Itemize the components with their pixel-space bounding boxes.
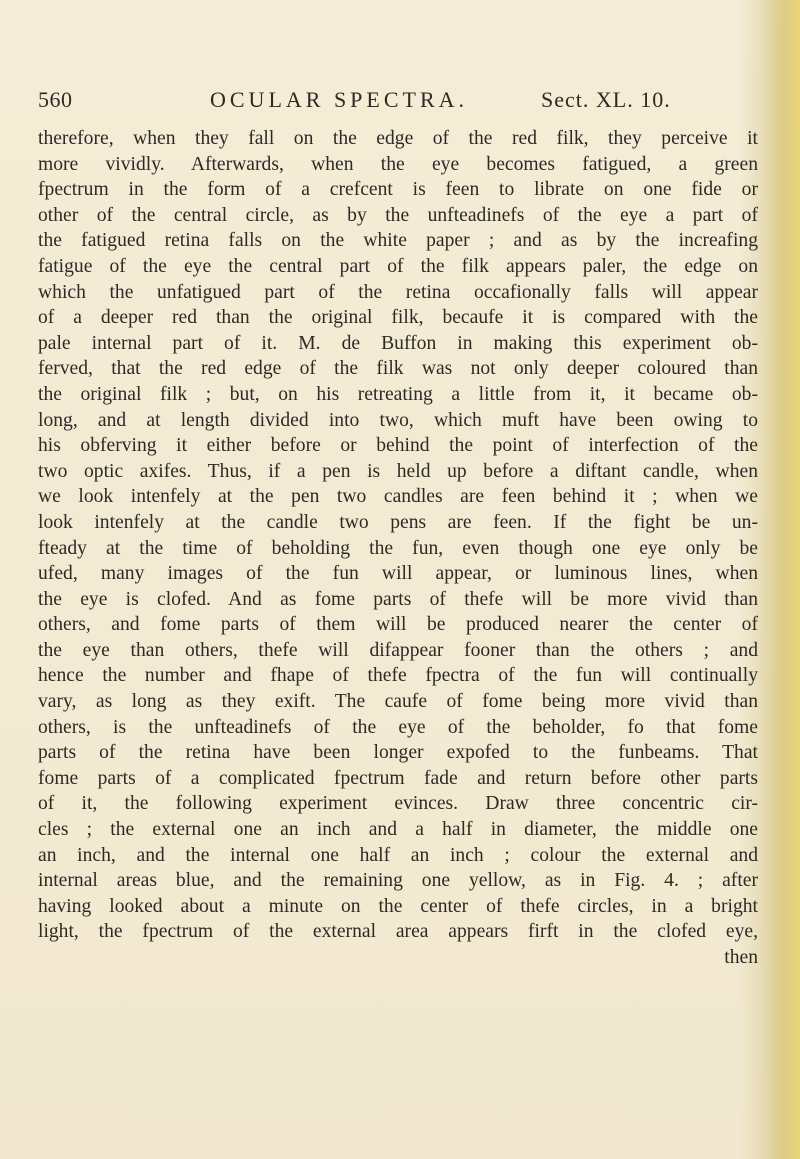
text-line: fteady at the time of beholding the fun, even though one eye only be <box>38 537 758 559</box>
text-line: vary, as long as they exift. The caufe of fome being more vivid than <box>38 691 758 713</box>
text-line: others, and fome parts of them will be produced nearer the center of <box>38 614 758 636</box>
text-line: the fatigued retina falls on the white paper ; and as by the increafing <box>38 230 758 252</box>
running-title: OCULAR SPECTRA. <box>210 87 469 112</box>
text-line: look intenfely at the candle two pens are feen. If the fight be un- <box>38 511 758 533</box>
section-reference: Sect. XL. 10. <box>541 87 671 112</box>
page-number: 560 <box>38 87 73 112</box>
text-line: of it, the following experiment evinces. Draw three concentric cir- <box>38 793 758 815</box>
text-line: ferved, that the red edge of the filk was not only deeper coloured than <box>38 358 758 380</box>
text-line: therefore, when they fall on the edge of the red filk, they perceive it <box>38 128 758 149</box>
text-line: light, the fpectrum of the external area appears firft in the clofed eye, <box>38 921 758 943</box>
text-line: we look intenfely at the pen two candles are feen behind it ; when we <box>38 486 758 508</box>
text-line: fatigue of the eye the central part of the filk appears paler, the edge on <box>38 255 758 277</box>
text-line: cles ; the external one an inch and a half in diameter, the middle one <box>38 819 758 841</box>
text-line: fpectrum in the form of a crefcent is feen to librate on one fide or <box>38 179 758 201</box>
text-line: parts of the retina have been longer expofed to the funbeams. That <box>38 742 758 764</box>
text-line: internal areas blue, and the remaining one yellow, as in Fig. 4. ; after <box>38 870 758 892</box>
text-line: others, is the unfteadinefs of the eye of the beholder, fo that fome <box>38 716 758 738</box>
text-line: the eye is clofed. And as fome parts of thefe will be more vivid than <box>38 588 758 610</box>
text-line: of a deeper red than the original filk, becaufe it is compared with the <box>38 307 758 329</box>
text-line: long, and at length divided into two, which muft have been owing to <box>38 409 758 431</box>
text-line: two optic axifes. Thus, if a pen is held up before a diftant candle, when <box>38 460 758 482</box>
text-line: other of the central circle, as by the unfteadinefs of the eye a part of <box>38 204 758 226</box>
text-line: more vividly. Afterwards, when the eye becomes fatigued, a green <box>38 153 758 175</box>
text-line: ufed, many images of the fun will appear, or luminous lines, when <box>38 563 758 585</box>
text-line: pale internal part of it. M. de Buffon in making this experiment ob- <box>38 332 758 354</box>
text-line: an inch, and the internal one half an inch ; colour the external and <box>38 844 758 866</box>
text-line: hence the number and fhape of thefe fpectra of the fun will continually <box>38 665 758 687</box>
text-line: the original filk ; but, on his retreating a little from it, it became ob- <box>38 383 758 405</box>
text-line: fome parts of a complicated fpectrum fade and return before other parts <box>38 767 758 789</box>
text-line: having looked about a minute on the center of thefe circles, in a bright <box>38 895 758 917</box>
text-line: which the unfatigued part of the retina occafionally falls will appear <box>38 281 758 303</box>
text-line: the eye than others, thefe will difappear fooner than the others ; and <box>38 639 758 661</box>
text-line: his obferving it either before or behind the point of interfection of the <box>38 435 758 457</box>
catchword: then <box>724 947 758 968</box>
page-header <box>38 87 758 121</box>
body-text <box>38 126 758 971</box>
page-edge-stain <box>772 0 800 1159</box>
